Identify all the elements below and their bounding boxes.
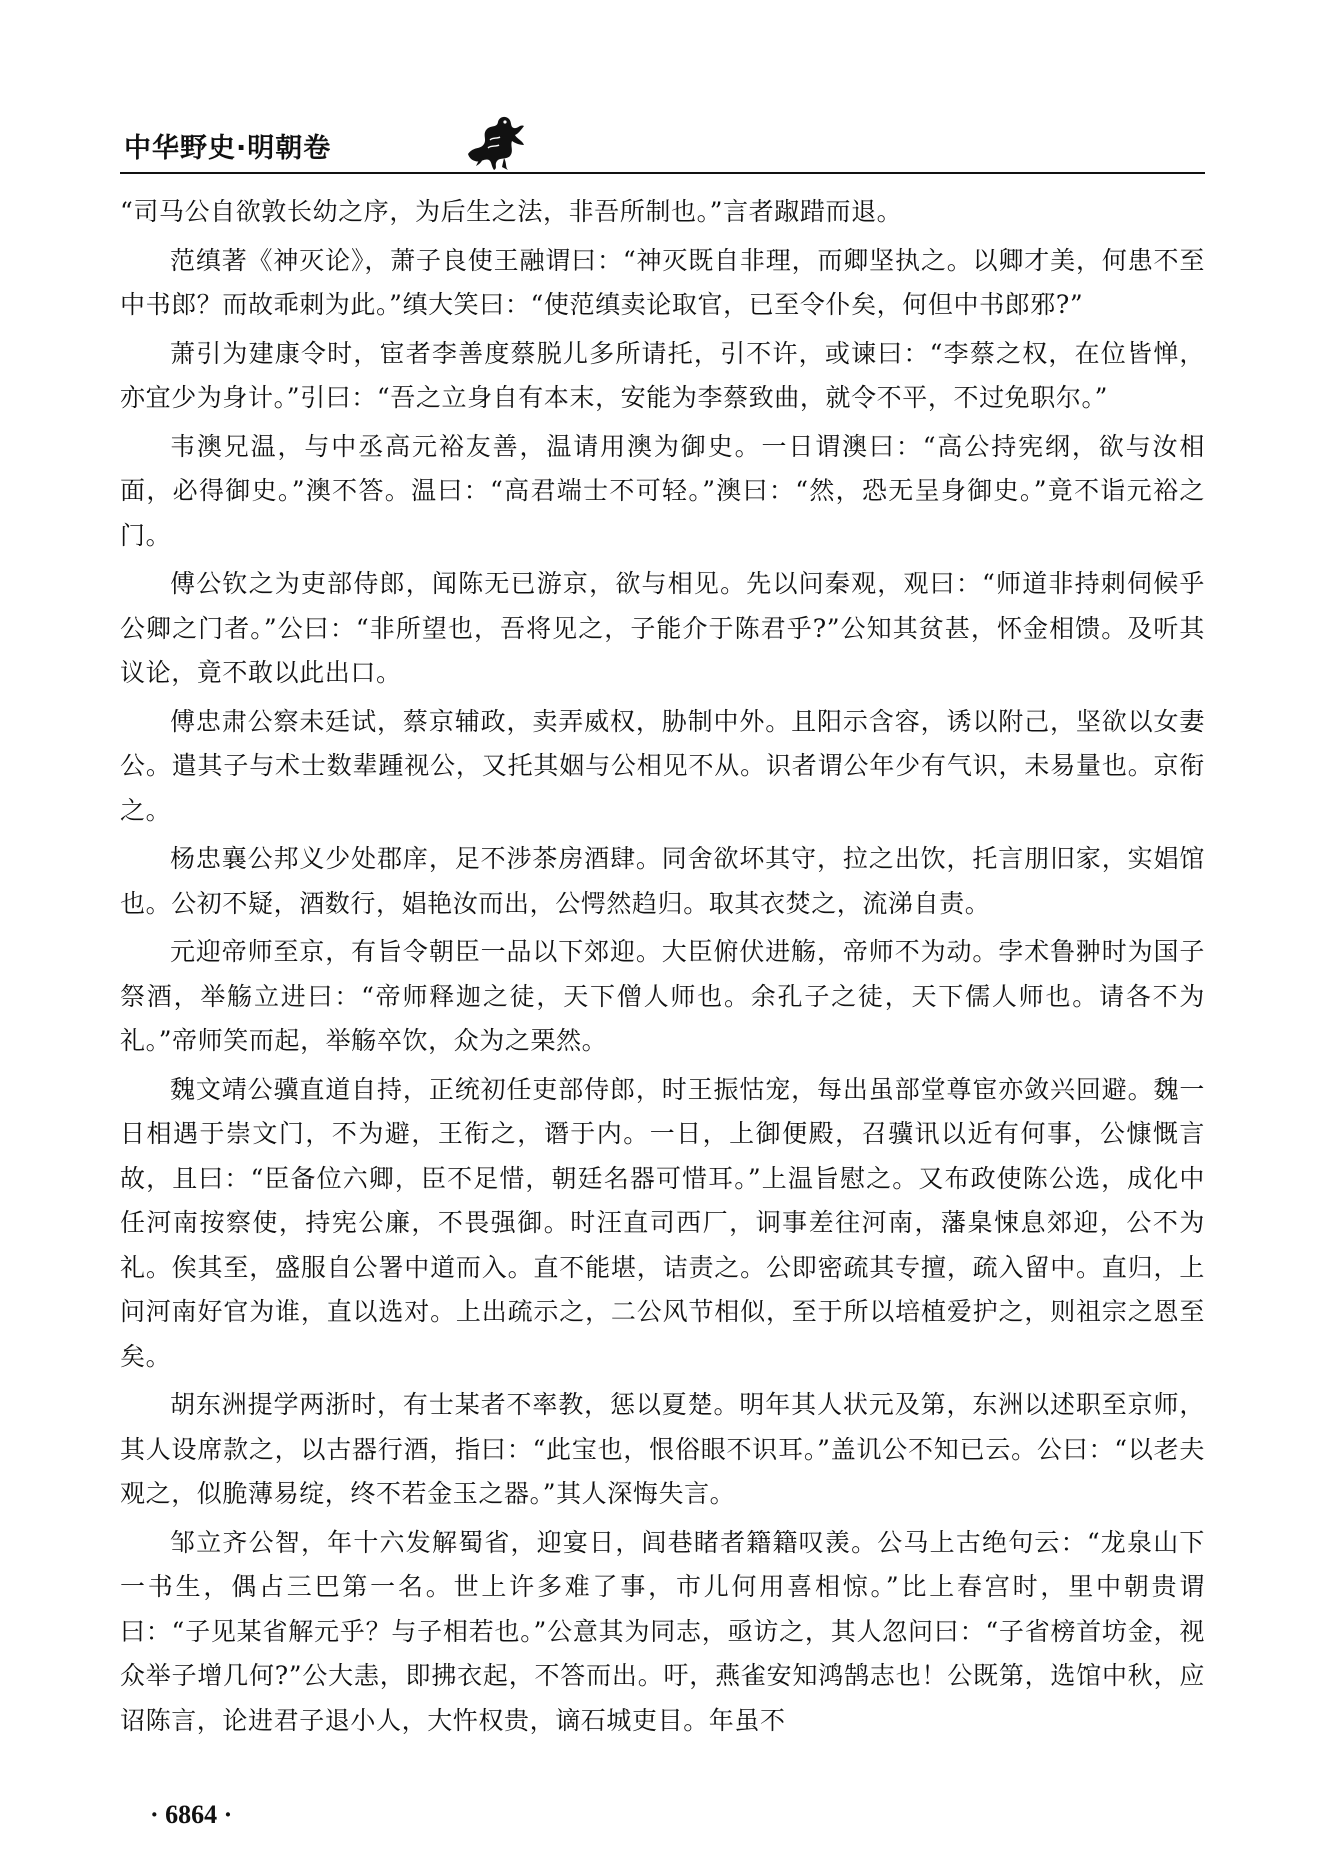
page-number: · 6864 · [150, 1800, 233, 1829]
paragraph: 范缜著《神灭论》，萧子良使王融谓曰：“神灭既自非理，而卿坚执之。以卿才美，何患不至中书郎？而故乖刺为此。”缜大笑曰：“使范缜卖论取官，已至令仆矣，何但中书郎邪?” [120, 245, 1205, 319]
paragraph: 傅公钦之为吏部侍郎，闻陈无已游京，欲与相见。先以问秦观，观曰：“师道非持刺伺候乎公卿之门者。”公曰：“非所望也，吾将见之，子能介于陈君乎?”公知其贫甚，怀金相馈。及听其议论，竟不敢以此出口。 [120, 569, 1205, 687]
paragraph: 邹立齐公智，年十六发解蜀省，迎宴日，闾巷睹者籍籍叹羡。公马上古绝句云：“龙泉山下一书生，偶占三巴第一名。世上许多难了事，市儿何用喜相惊。”比上春宫时，里中朝贵谓曰：“子见某省解元乎？与子相若也。”公意其为同志，亟访之，其人忽问曰：“子省榜首坊金，视众举子增几何?”公大恚，即拂衣起，不答而出。吁，燕雀安知鸿鹄志也！公既第，选馆中秋，应诏陈言，论进君子退小人，大忤权贵，谪石城吏目。年虽不 [120, 1527, 1205, 1735]
header-rule [120, 172, 1205, 174]
paragraph: 傅忠肃公察未廷试，蔡京辅政，卖弄威权，胁制中外。且阳示含容，诱以附己，坚欲以女妻公。遣其子与术士数辈踵视公，又托其姻与公相见不从。识者谓公年少有气识，未易量也。京衔之。 [120, 706, 1205, 825]
paragraph: 胡东洲提学两浙时，有士某者不率教，惩以夏楚。明年其人状元及第，东洲以述职至京师，其人设席款之，以古器行酒，指曰：“此宝也，恨俗眼不识耳。”盖讥公不知已云。公曰：“以老夫观之，似脆薄易绽，终不若金玉之器。”其人深悔失言。 [120, 1390, 1205, 1508]
paragraph: 元迎帝师至京，有旨令朝臣一品以下郊迎。大臣俯伏进觞，帝师不为动。孛术鲁翀时为国子祭酒，举觞立进曰：“帝师释迦之徒，天下僧人师也。余孔子之徒，天下儒人师也。请各不为礼。”帝师笑而起，举觞卒饮，众为之栗然。 [120, 937, 1205, 1055]
paragraph: 萧引为建康令时，宦者李善度蔡脱儿多所请托，引不许，或谏曰：“李蔡之权，在位皆惮，亦宜少为身计。”引曰：“吾之立身自有本末，安能为李蔡致曲，就令不平，不过免职尔。” [120, 338, 1205, 412]
paragraph: “司马公自欲敦长幼之序，为后生之法，非吾所制也。”言者踧踖而退。 [120, 197, 903, 226]
body-text [120, 190, 1205, 1747]
paragraph: 杨忠襄公邦义少处郡庠，足不涉茶房酒肆。同舍欲坏其守，拉之出饮，托言朋旧家，实娼馆也。公初不疑，酒数行，娼艳汝而出，公愕然趋归。取其衣焚之，流涕自责。 [120, 844, 1205, 918]
running-header [120, 120, 1210, 190]
paragraph: 魏文靖公骥直道自持，正统初任吏部侍郎，时王振怙宠，每出虽部堂尊宦亦敛兴回避。魏一日相遇于崇文门，不为避，王衔之，谮于内。一日，上御便殿，召骥讯以近有何事，公慷慨言故，且曰：“臣备位六卿，臣不足惜，朝廷名器可惜耳。”上温旨慰之。又布政使陈公选，成化中任河南按察使，持宪公廉，不畏强御。时汪直司西厂，诇事差往河南，藩臬悚息郊迎，公不为礼。俟其至，盛服自公署中道而入。直不能堪，诘责之。公即密疏其专擅，疏入留中。直归，上问河南好官为谁，直以选对。上出疏示之，二公风节相似，至于所以培植爱护之，则祖宗之恩至矣。 [120, 1074, 1205, 1371]
dragon-emblem-icon [460, 110, 530, 172]
paragraph: 韦澳兄温，与中丞高元裕友善，温请用澳为御史。一日谓澳曰：“高公持宪纲，欲与汝相面，必得御史。”澳不答。温曰：“高君端士不可轻。”澳曰：“然，恐无呈身御史。”竟不诣元裕之门。 [120, 431, 1205, 550]
book-title: 中华野史·明朝卷 [124, 133, 332, 164]
